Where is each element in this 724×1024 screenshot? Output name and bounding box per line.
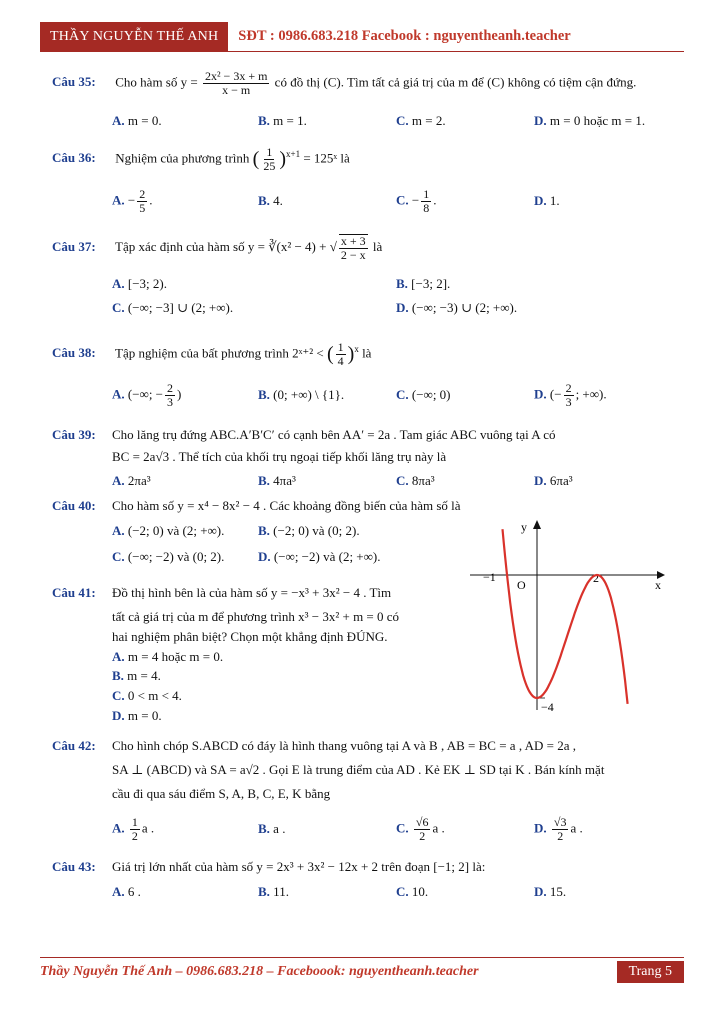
question-40: Câu 40: Cho hàm số y = x⁴ − 8x² − 4 . Các khoảng đồng biến của hàm số là xyxy=(52,498,461,513)
page-number: Trang 5 xyxy=(617,961,684,983)
answer-42c: C. $\frac{√6}{2}$ a . xyxy=(396,815,445,843)
question-39: Câu 39: Cho lăng trụ đứng ABC.A′B′C′ có cạnh bên AA′ = 2a . Tam giác ABC vuông tại A có xyxy=(52,427,556,442)
question-41-line2: tất cả giá trị của m để phương trình x³ − 3x² + m = 0 có xyxy=(112,609,400,624)
page-header xyxy=(40,22,684,52)
y-min-label: −4 xyxy=(541,700,554,714)
answer-37b: B. [−3; 2]. xyxy=(396,276,451,291)
answer-36b: B. 4. xyxy=(258,193,283,208)
answer-36d: D. 1. xyxy=(534,193,560,208)
y-axis-arrow xyxy=(533,520,541,529)
x-neg-label: −1 xyxy=(483,570,496,584)
answer-43a: A. 6 . xyxy=(112,884,141,899)
question-35: Câu 35: Cho hàm số y = $\frac{\text{2x² − 3x + m}}{x - m}$ có đồ thị (C). Tìm tất cả giá trị của m để (C) không có tiệm cận đứng. xyxy=(52,69,637,97)
answer-39b: B. 4πa³ xyxy=(258,473,296,488)
answer-38d: D. (− $\frac{2}{3}$ ; +∞). xyxy=(534,381,607,409)
question-36: Câu 36: Nghiệm của phương trình ( $\frac{1}{25}$ )$^{x+1}$ = 125ˣ là xyxy=(52,145,350,173)
answer-35c: C. m = 2. xyxy=(396,113,446,128)
answer-39a: A. 2πa³ xyxy=(112,473,151,488)
answer-35a: A. m = 0. xyxy=(112,113,162,128)
fraction: $\frac{\text{2x² − 3x + m}}{x - m}$ xyxy=(204,69,268,97)
answer-35b: B. m = 1. xyxy=(258,113,307,128)
answer-36a: A. − $\frac{2}{5}$ . xyxy=(112,187,153,215)
question-42: Câu 42: Cho hình chóp S.ABCD có đáy là hình thang vuông tại A và B , AB = BC = a , AD = 2a , xyxy=(52,738,576,753)
answer-43c: C. 10. xyxy=(396,884,429,899)
x-label: x xyxy=(655,578,661,592)
x-pos-label: 2 xyxy=(593,571,599,585)
answer-41b: B. m = 4. xyxy=(112,668,161,683)
answer-37c: C. (−∞; −3] ∪ (2; +∞). xyxy=(112,300,234,315)
answer-39d: D. 6πa³ xyxy=(534,473,573,488)
answer-40c: C. (−∞; −2) và (0; 2). xyxy=(112,549,225,564)
footer-text: Thầy Nguyễn Thế Anh – 0986.683.218 – Faceboook: nguyentheanh.teacher xyxy=(40,964,479,979)
answer-38a: A. (−∞; − $\frac{2}{3}$ ) xyxy=(112,381,182,409)
answer-36c: C. − $\frac{1}{8}$ . xyxy=(396,187,437,215)
page-footer xyxy=(40,957,684,984)
y-label: y xyxy=(521,520,527,534)
answer-41a: A. m = 4 hoặc m = 0. xyxy=(112,649,224,664)
answer-43b: B. 11. xyxy=(258,884,289,899)
answer-42d: D. $\frac{√3}{2}$ a . xyxy=(534,815,583,843)
origin-label: O xyxy=(517,578,526,592)
answer-38c: C. (−∞; 0) xyxy=(396,387,451,402)
header-contact: SĐT : 0986.683.218 Facebook : nguyentheanh.teacher xyxy=(228,22,684,52)
answer-42b: B. a . xyxy=(258,821,286,836)
question-38: Câu 38: Tập nghiệm của bất phương trình 2ˣ⁺² < ( $\frac{1}{4}$ )$^x$ là xyxy=(52,340,372,368)
cubic-curve xyxy=(503,529,628,704)
question-37: Câu 37: Tập xác định của hàm số y = ∛(x² − 4) + √ $\frac{x + 3}{2 - x}$ là xyxy=(52,234,383,262)
function-graph xyxy=(465,515,680,715)
question-42-line3: cầu đi qua sáu điểm S, A, B, C, E, K bằng xyxy=(112,786,331,801)
header-author: THẦY NGUYỄN THẾ ANH xyxy=(40,22,228,52)
answer-37d: D. (−∞; −3) ∪ (2; +∞). xyxy=(396,300,518,315)
question-39-line2: BC = 2a√3 . Thể tích của khối trụ ngoại tiếp khối lăng trụ này là xyxy=(112,449,447,464)
question-43: Câu 43: Giá trị lớn nhất của hàm số y = 2x³ + 3x² − 12x + 2 trên đoạn [−1; 2] là: xyxy=(52,859,486,874)
answer-40a: A. (−2; 0) và (2; +∞). xyxy=(112,523,225,538)
answer-40b: B. (−2; 0) và (0; 2). xyxy=(258,523,360,538)
answer-40d: D. (−∞; −2) và (2; +∞). xyxy=(258,549,381,564)
answer-37a: A. [−3; 2). xyxy=(112,276,167,291)
question-41-line3: hai nghiệm phân biệt? Chọn một khẳng định ĐÚNG. xyxy=(112,629,388,644)
answer-42a: A. $\frac{1}{2}$ a . xyxy=(112,815,155,843)
answer-39c: C. 8πa³ xyxy=(396,473,435,488)
question-41: Câu 41: Đồ thị hình bên là của hàm số y = −x³ + 3x² − 4 . Tìm xyxy=(52,585,392,600)
answer-38b: B. (0; +∞) \ {1}. xyxy=(258,387,345,402)
question-42-line2: SA ⊥ (ABCD) và SA = a√2 . Gọi E là trung điểm của AD . Kẻ EK ⊥ SD tại K . Bán kính mặt xyxy=(112,762,605,777)
answer-41d: D. m = 0. xyxy=(112,708,162,723)
answer-35d: D. m = 0 hoặc m = 1. xyxy=(534,113,646,128)
answer-41c: C. 0 < m < 4. xyxy=(112,688,182,703)
answer-43d: D. 15. xyxy=(534,884,567,899)
